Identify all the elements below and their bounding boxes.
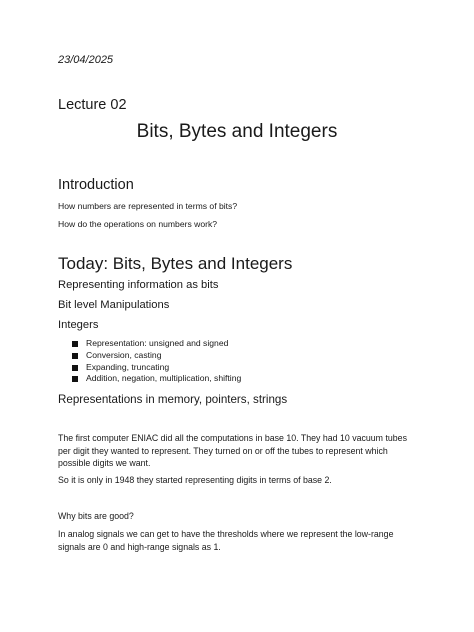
today-item-bit-manipulations: Bit level Manipulations [58, 299, 170, 311]
bullet-text: Representation: unsigned and signed [86, 338, 229, 348]
analog-paragraph: In analog signals we can get to have the thresholds where we represent the low-range signals are 0 and high-range signals as 1. [58, 529, 394, 552]
square-bullet-icon [72, 353, 78, 359]
lecture-date: 23/04/2025 [58, 54, 114, 66]
why-bits-question: Why bits are good? [58, 511, 134, 521]
today-heading: Today: Bits, Bytes and Integers [58, 254, 293, 273]
page-title: Bits, Bytes and Integers [136, 121, 338, 142]
integer-bullet-list [58, 338, 241, 385]
bullet-text: Conversion, casting [86, 349, 162, 360]
lecture-number: Lecture 02 [58, 97, 127, 113]
today-item-representing-bits: Representing information as bits [58, 279, 219, 291]
year-paragraph: So it is only in 1948 they started representing digits in terms of base 2. [58, 475, 332, 485]
intro-question-1: How numbers are represented in terms of bits? [58, 201, 238, 211]
bullet-text: Expanding, truncating [86, 361, 170, 372]
introduction-heading: Introduction [58, 177, 134, 193]
list-item [58, 362, 241, 374]
list-item [58, 338, 241, 350]
today-item-representations-memory: Representations in memory, pointers, strings [58, 393, 288, 406]
square-bullet-icon [72, 376, 78, 382]
square-bullet-icon [72, 365, 78, 371]
eniac-paragraph: The first computer ENIAC did all the computations in base 10. They had 10 vacuum tubes per digit they wanted to represent. They turned on or off the tubes to represent which possible digits we want. [58, 433, 407, 468]
list-item [58, 373, 241, 385]
today-item-integers: Integers [58, 319, 99, 331]
intro-question-2: How do the operations on numbers work? [58, 219, 218, 229]
bullet-text: Addition, negation, multiplication, shifting [86, 373, 242, 384]
list-item [58, 350, 241, 362]
square-bullet-icon [72, 341, 78, 347]
